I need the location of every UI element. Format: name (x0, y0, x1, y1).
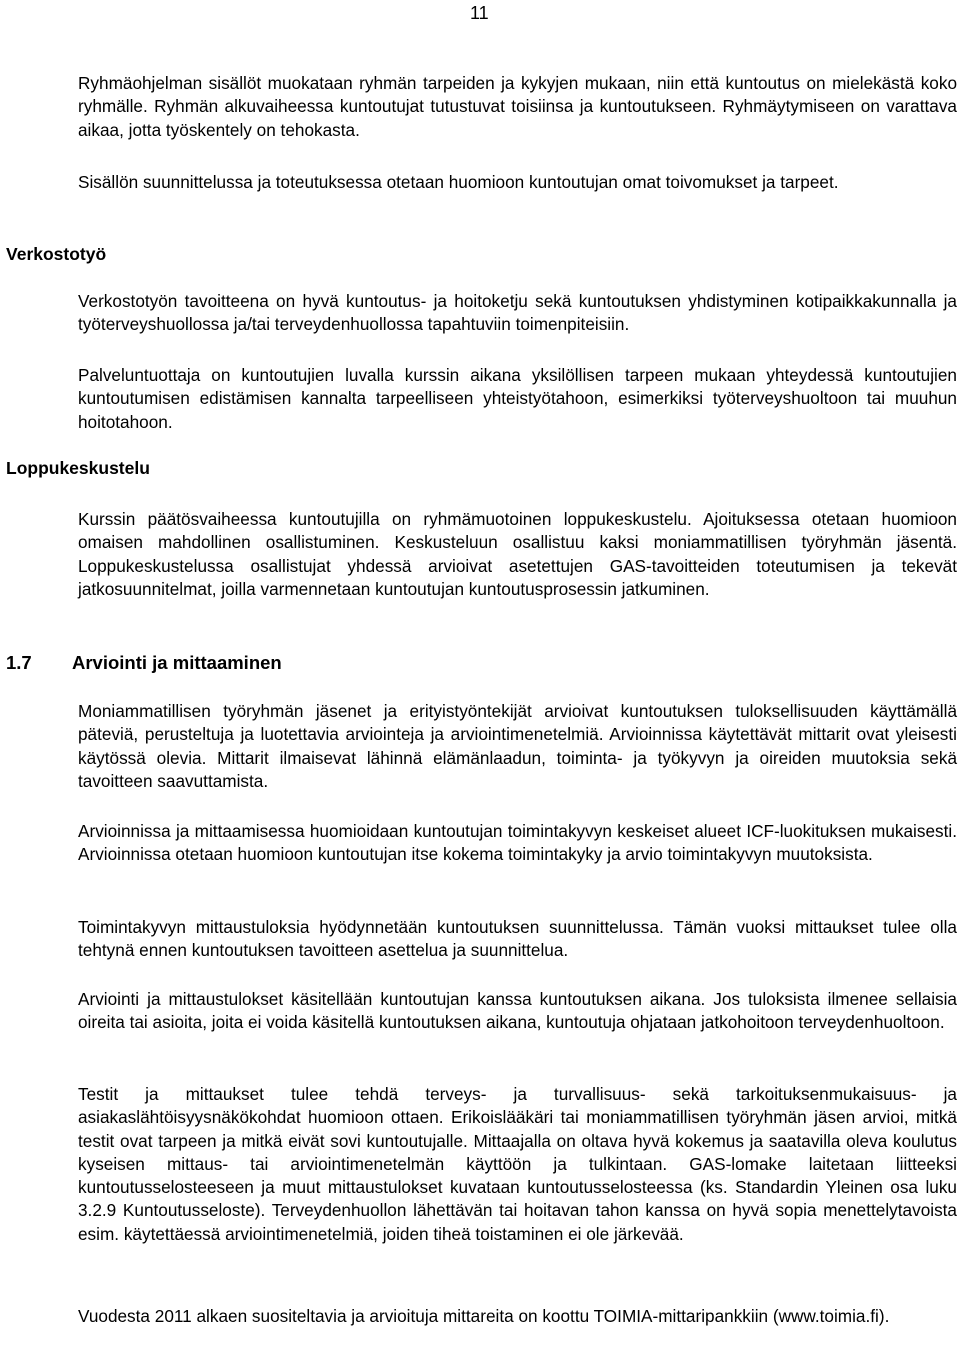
arviointi-paragraph-4: Arviointi ja mittaustulokset käsitellään kuntoutujan kanssa kuntoutuksen aikana. Jos tuloksista ilmenee sellaisia oireita tai asioita, joita ei voida käsitellä kuntoutuksen aikana, kuntoutuja ohjataan jatkohoitoon terveydenhuoltoon. (78, 989, 957, 1033)
page-number: 11 (470, 3, 489, 23)
verkostotyo-paragraph-1: Verkostotyön tavoitteena on hyvä kuntoutus- ja hoitoketju sekä kuntoutuksen yhdistyminen kotipaikkakunnalla ja työterveyshuollossa ja/tai terveydenhuollossa tapahtuviin toimenpiteisiin. (78, 291, 957, 335)
section-heading-1-7 (6, 652, 282, 674)
arviointi-paragraph-5: Testit ja mittaukset tulee tehdä terveys- ja turvallisuus- sekä tarkoituksenmukaisuus- ja asiakaslähtöisyysnäkökohdat huomioon ottaen. Erikoislääkäri tai moniammatillisen työryhmän jäsen arvioi, mitkä testit ovat tarpeen ja mitkä eivät sovi kuntoutujalle. Mittaajalla on oltava hyvä kokemus ja saatavilla oleva koulutus kyseisen mittaus- tai arviointimenetelmän käyttöön ja tulkintaan. GAS-lomake laitetaan liitteeksi kuntoutusselosteeseen ja muut mittaustulokset kuvataan kuntoutusselosteessa (ks. Standardin Yleinen osa luku 3.2.9 Kuntoutusseloste). Terveydenhuollon lähettävän tai hoitavan tahon kanssa on hyvä sopia menettelytavoista esim. käytettäessä arviointimenetelmiä, joiden tiheä toistaminen ei ole järkevää. (78, 1084, 957, 1244)
verkostotyo-heading: Verkostotyö (6, 244, 107, 264)
intro-paragraph-1: Ryhmäohjelman sisällöt muokataan ryhmän tarpeiden ja kykyjen mukaan, niin että kuntoutus on mielekästä koko ryhmälle. Ryhmän alkuvaiheessa kuntoutujat tutustuvat toisiinsa ja kuntoutukseen. Ryhmäytymiseen on varattava aikaa, jotta työskentely on tehokasta. (78, 73, 957, 140)
arviointi-paragraph-1: Moniammatillisen työryhmän jäsenet ja erityistyöntekijät arvioivat kuntoutuksen tuloksellisuuden käyttämällä päteviä, perusteltuja ja luotettavia arviointeja ja arviointimenetelmiä. Arvioinnissa käytettävät mittarit ovat yleisesti käytössä olevia. Mittarit ilmaisevat lähinnä elämänlaadun, toiminta- ja työkyvyn ja oireiden muutoksia sekä tavoitteen saavuttamista. (78, 701, 957, 791)
section-number: 1.7 (6, 652, 32, 673)
section-title: Arviointi ja mittaaminen (72, 652, 282, 673)
loppukeskustelu-heading: Loppukeskustelu (6, 458, 150, 478)
arviointi-paragraph-2: Arvioinnissa ja mittaamisessa huomioidaan kuntoutujan toimintakyvyn keskeiset alueet ICF-luokituksen mukaisesti. Arvioinnissa otetaan huomioon kuntoutujan itse kokema toimintakyky ja arvio toimintakyvyn muutoksista. (78, 821, 957, 865)
loppukeskustelu-paragraph-1: Kurssin päätösvaiheessa kuntoutujilla on ryhmämuotoinen loppukeskustelu. Ajoituksessa otetaan huomioon omaisen mahdollinen osallistuminen. Keskusteluun osallistuu kaksi moniammatillisen työryhmän jäsentä. Loppukeskustelussa osallistujat yhdessä arvioivat asetettujen GAS-tavoitteiden toteutumisen ja tekevät jatkosuunnitelmat, joilla varmennetaan kuntoutujan kuntoutusprosessin jatkuminen. (78, 509, 957, 599)
arviointi-paragraph-6: Vuodesta 2011 alkaen suositeltavia ja arvioituja mittareita on koottu TOIMIA-mittaripankkiin (www.toimia.fi). (78, 1306, 890, 1326)
arviointi-paragraph-3: Toimintakyvyn mittaustuloksia hyödynnetään kuntoutuksen suunnittelussa. Tämän vuoksi mittaukset tulee olla tehtynä ennen kuntoutuksen tavoitteen asettelua ja suunnittelua. (78, 917, 957, 961)
verkostotyo-paragraph-2: Palveluntuottaja on kuntoutujien luvalla kurssin aikana yksilöllisen tarpeen mukaan yhteydessä kuntoutujien kuntoutumisen edistämisen kannalta tarpeelliseen yhteistyötahoon, esimerkiksi työterveyshuoltoon tai muuhun hoitotahoon. (78, 365, 957, 432)
intro-paragraph-2: Sisällön suunnittelussa ja toteutuksessa otetaan huomioon kuntoutujan omat toivomukset ja tarpeet. (78, 172, 839, 192)
